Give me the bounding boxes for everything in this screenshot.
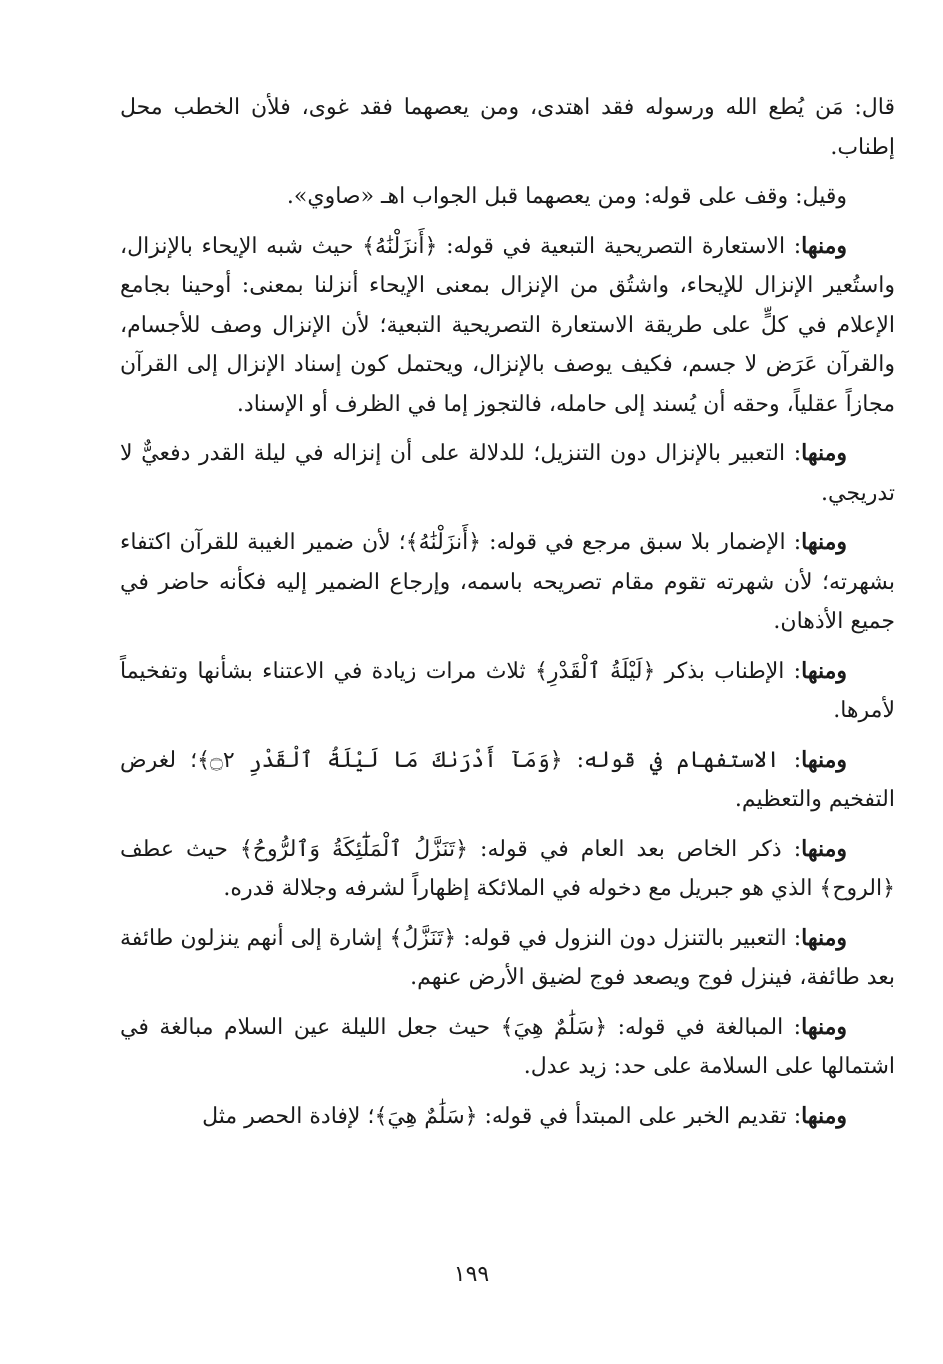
paragraph-lead: ومنها bbox=[801, 529, 847, 555]
paragraph-text: : الإطناب بذكر ﴿لَيْلَةُ ٱلْقَدْرِ﴾ ثلاث مرات زيادة في الاعتناء بشأنها وتفخيماً لأمرها. bbox=[120, 658, 895, 723]
paragraph-8 bbox=[120, 830, 895, 909]
paragraph-text: : الاستفهام في قوله: ﴿وَمَآ أَدْرَىٰكَ مَا لَيْلَةُ ٱلْقَدْرِ ۝٢﴾؛ لغرض التفخيم والتعظيم. bbox=[120, 747, 895, 812]
paragraph-lead: ومنها bbox=[801, 1102, 847, 1129]
paragraph-text: : تقديم الخبر على المبتدأ في قوله: ﴿سَلَٰمٌ هِيَ﴾؛ لإفادة الحصر مثل bbox=[202, 1103, 802, 1129]
paragraph-lead: ومنها bbox=[801, 440, 847, 466]
paragraph-6 bbox=[120, 652, 895, 731]
paragraph-text: : الإضمار بلا سبق مرجع في قوله: ﴿أَنزَلْنَٰهُ﴾؛ لأن ضمير الغيبة للقرآن اكتفاء بشهرته؛ لأن شهرته تقوم مقام تصريحه باسمه، وإرجاع الضمير إليه فكأنه حاضر في جميع الأذهان. bbox=[120, 530, 895, 634]
paragraph-text: : التعبير بالإنزال دون التنزيل؛ للدلالة على أن إنزاله في ليلة القدر دفعيٌّ لا تدريجي. bbox=[120, 441, 895, 506]
paragraph-9 bbox=[120, 919, 895, 998]
paragraph-lead: ومنها bbox=[801, 1013, 847, 1040]
paragraph-10 bbox=[120, 1008, 895, 1087]
paragraph-text: : المبالغة في قوله: ﴿سَلَٰمٌ هِيَ﴾ حيث جعل الليلة عين السلام مبالغة في اشتمالها على السلامة على حد: زيد عدل. bbox=[120, 1014, 895, 1079]
paragraph-lead: ومنها bbox=[801, 924, 847, 951]
paragraph-lead: ومنها bbox=[801, 657, 847, 684]
paragraph-text: وقيل: وقف على قوله: ومن يعصهما قبل الجواب اهـ «صاوي». bbox=[286, 184, 847, 209]
paragraph-text: : ذكر الخاص بعد العام في قوله: ﴿تَنَزَّلُ ٱلْمَلَٰٓئِكَةُ وَٱلرُّوحُ﴾ حيث عطف ﴿الروح﴾ الذي هو جبريل مع دخوله في الملائكة إظهاراً لشرفه وجلالة قدره. bbox=[120, 836, 895, 901]
paragraph-11 bbox=[120, 1097, 895, 1137]
paragraph-lead: ومنها bbox=[801, 746, 847, 773]
paragraph-7 bbox=[120, 741, 895, 820]
paragraph-5 bbox=[120, 523, 895, 642]
page-number: ١٩٩ bbox=[453, 1262, 490, 1287]
paragraph-4 bbox=[120, 434, 895, 513]
paragraph-3 bbox=[120, 227, 895, 425]
paragraph-text: : الاستعارة التصريحية التبعية في قوله: ﴿أَنزَلْنَٰهُ﴾ حيث شبه الإيحاء بالإنزال، واستُعير الإنزال للإيحاء، واشتُق من الإنزال بمعنى الإيحاء أنزلنا بمعنى: أوحينا بجامع الإعلام في كلٍّ على طريقة الاستعارة التصريحية التبعية؛ لأن الإنزال وصف للأجسام، والقرآن عَرَض لا جسم، فكيف يوصف بالإنزال، ويحتمل كون إسناد الإنزال إلى القرآن مجازاً عقلياً، وحقه أن يُسند إلى حامله، فالتجوز إما في الظرف أو الإسناد. bbox=[120, 233, 895, 417]
paragraph-text: قال: مَن يُطع الله ورسوله فقد اهتدى، ومن يعصهما فقد غوى، فلأن الخطب محل إطناب. bbox=[120, 95, 895, 160]
page-body bbox=[120, 88, 895, 1146]
paragraph-lead: ومنها bbox=[801, 835, 847, 862]
paragraph-lead: ومنها bbox=[801, 232, 847, 259]
paragraph-2 bbox=[120, 177, 895, 217]
paragraph-text: : التعبير بالتنزل دون النزول في قوله: ﴿تَنَزَّلُ﴾ إشارة إلى أنهم ينزلون طائفة بعد طائفة، فينزل فوج ويصعد فوج لضيق الأرض عنهم. bbox=[120, 925, 895, 990]
paragraph-1 bbox=[120, 88, 895, 167]
